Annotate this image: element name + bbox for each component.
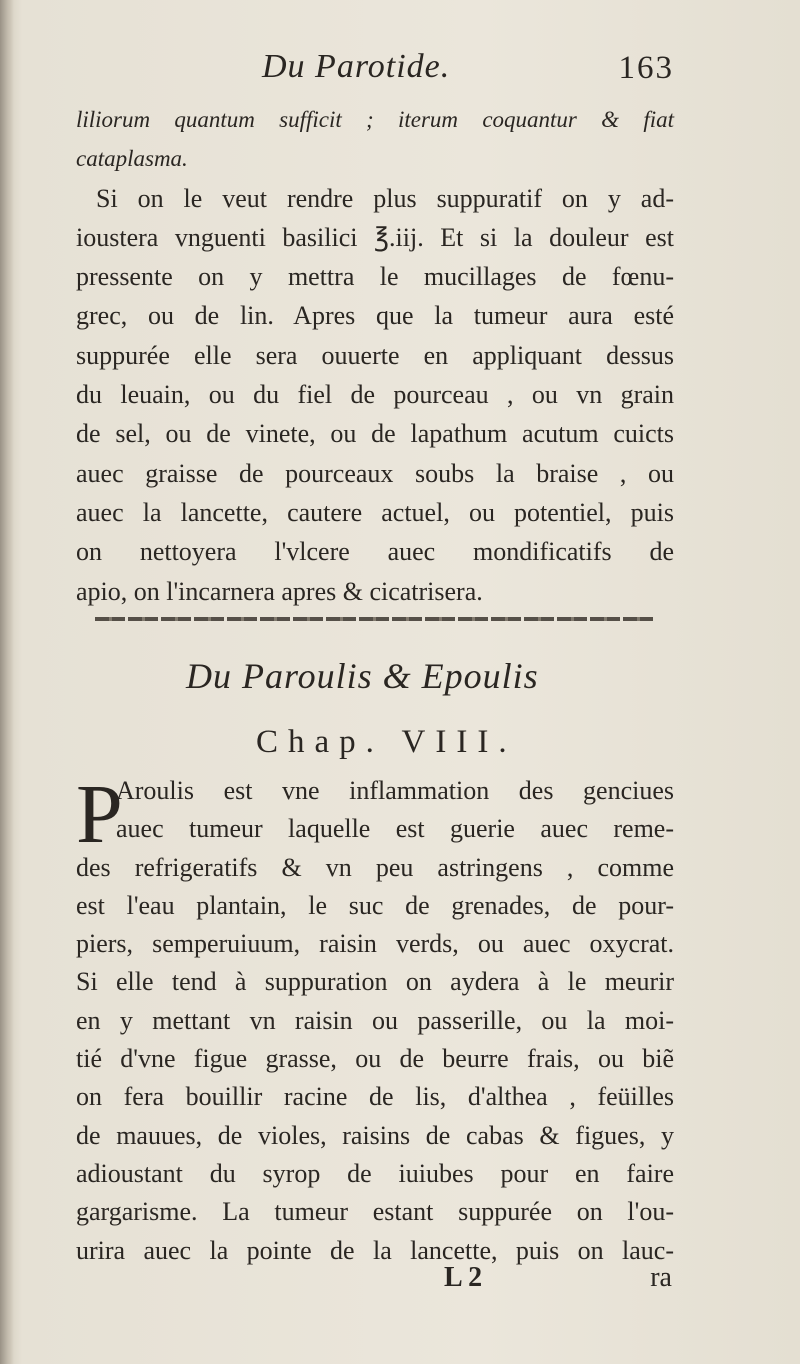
text-line: piers, semperuiuum, raisin verds, ou auec oxycrat. [76, 929, 674, 959]
text-line: grec, ou de lin. Apres que la tumeur aura esté [76, 301, 674, 331]
signature-mark: L 2 [444, 1262, 483, 1293]
text-line: apio, on l'incarnera apres & cicatrisera. [76, 576, 483, 606]
section-title: Du Paroulis & Epoulis [186, 656, 539, 696]
text-line: on fera bouillir racine de lis, d'althea , feüilles [76, 1082, 674, 1112]
paragraph-chapter [76, 768, 674, 1270]
text-line: des refrigeratifs & vn peu astringens , comme [76, 852, 674, 882]
section-divider [95, 617, 653, 621]
page-number: 163 [618, 50, 674, 86]
text-line: cataplasma. [76, 146, 188, 172]
text-line: auec graisse de pourceaux soubs la braise , ou [76, 458, 674, 488]
text-line: Si elle tend à suppuration on aydera à le meurir [76, 967, 674, 997]
text-line: pressente on y mettra le mucillages de fœnu- [76, 262, 674, 292]
text-line: adioustant du syrop de iuiubes pour en faire [76, 1158, 674, 1188]
text-line: ioustera vnguenti basilici ℥.iij. Et si la douleur est [76, 222, 674, 252]
paragraph-top [76, 100, 674, 611]
text-line: de sel, ou de vinete, ou de lapathum acutum cuicts [76, 419, 674, 449]
text-line: tié d'vne figue grasse, ou de beurre frais, ou biẽ [76, 1044, 674, 1074]
text-line: suppurée elle sera ouuerte en appliquant dessus [76, 340, 674, 370]
text-line: on nettoyera l'vlcere auec mondificatifs de [76, 537, 674, 567]
text-line: urira auec la pointe de la lancette, puis on lauc- [76, 1235, 674, 1265]
text-line: est l'eau plantain, le suc de grenades, de pour- [76, 890, 674, 920]
chapter-heading: Chap. VIII. [256, 724, 517, 760]
text-line: auec tumeur laquelle est guerie auec reme- [116, 814, 674, 844]
binding-gutter [0, 0, 14, 1364]
text-line: gargarisme. La tumeur estant suppurée on l'ou- [76, 1197, 674, 1227]
catchword: ra [650, 1262, 672, 1293]
text-line: de mauues, de violes, raisins de cabas & figues, y [76, 1120, 674, 1150]
running-head [76, 48, 674, 98]
text-line: en y mettant vn raisin ou passerille, ou la moi- [76, 1005, 674, 1035]
text-line: liliorum quantum sufficit ; iterum coquantur & fiat [76, 107, 674, 132]
text-line: auec la lancette, cautere actuel, ou potentiel, puis [76, 497, 674, 527]
running-head-title: Du Parotide. [262, 48, 451, 85]
drop-cap: P [76, 768, 123, 861]
text-line: du leuain, ou du fiel de pourceau , ou vn grain [76, 380, 674, 410]
text-line: Si on le veut rendre plus suppuratif on y ad- [96, 183, 674, 213]
text-line: Aroulis est vne inflammation des genciues [116, 776, 674, 805]
